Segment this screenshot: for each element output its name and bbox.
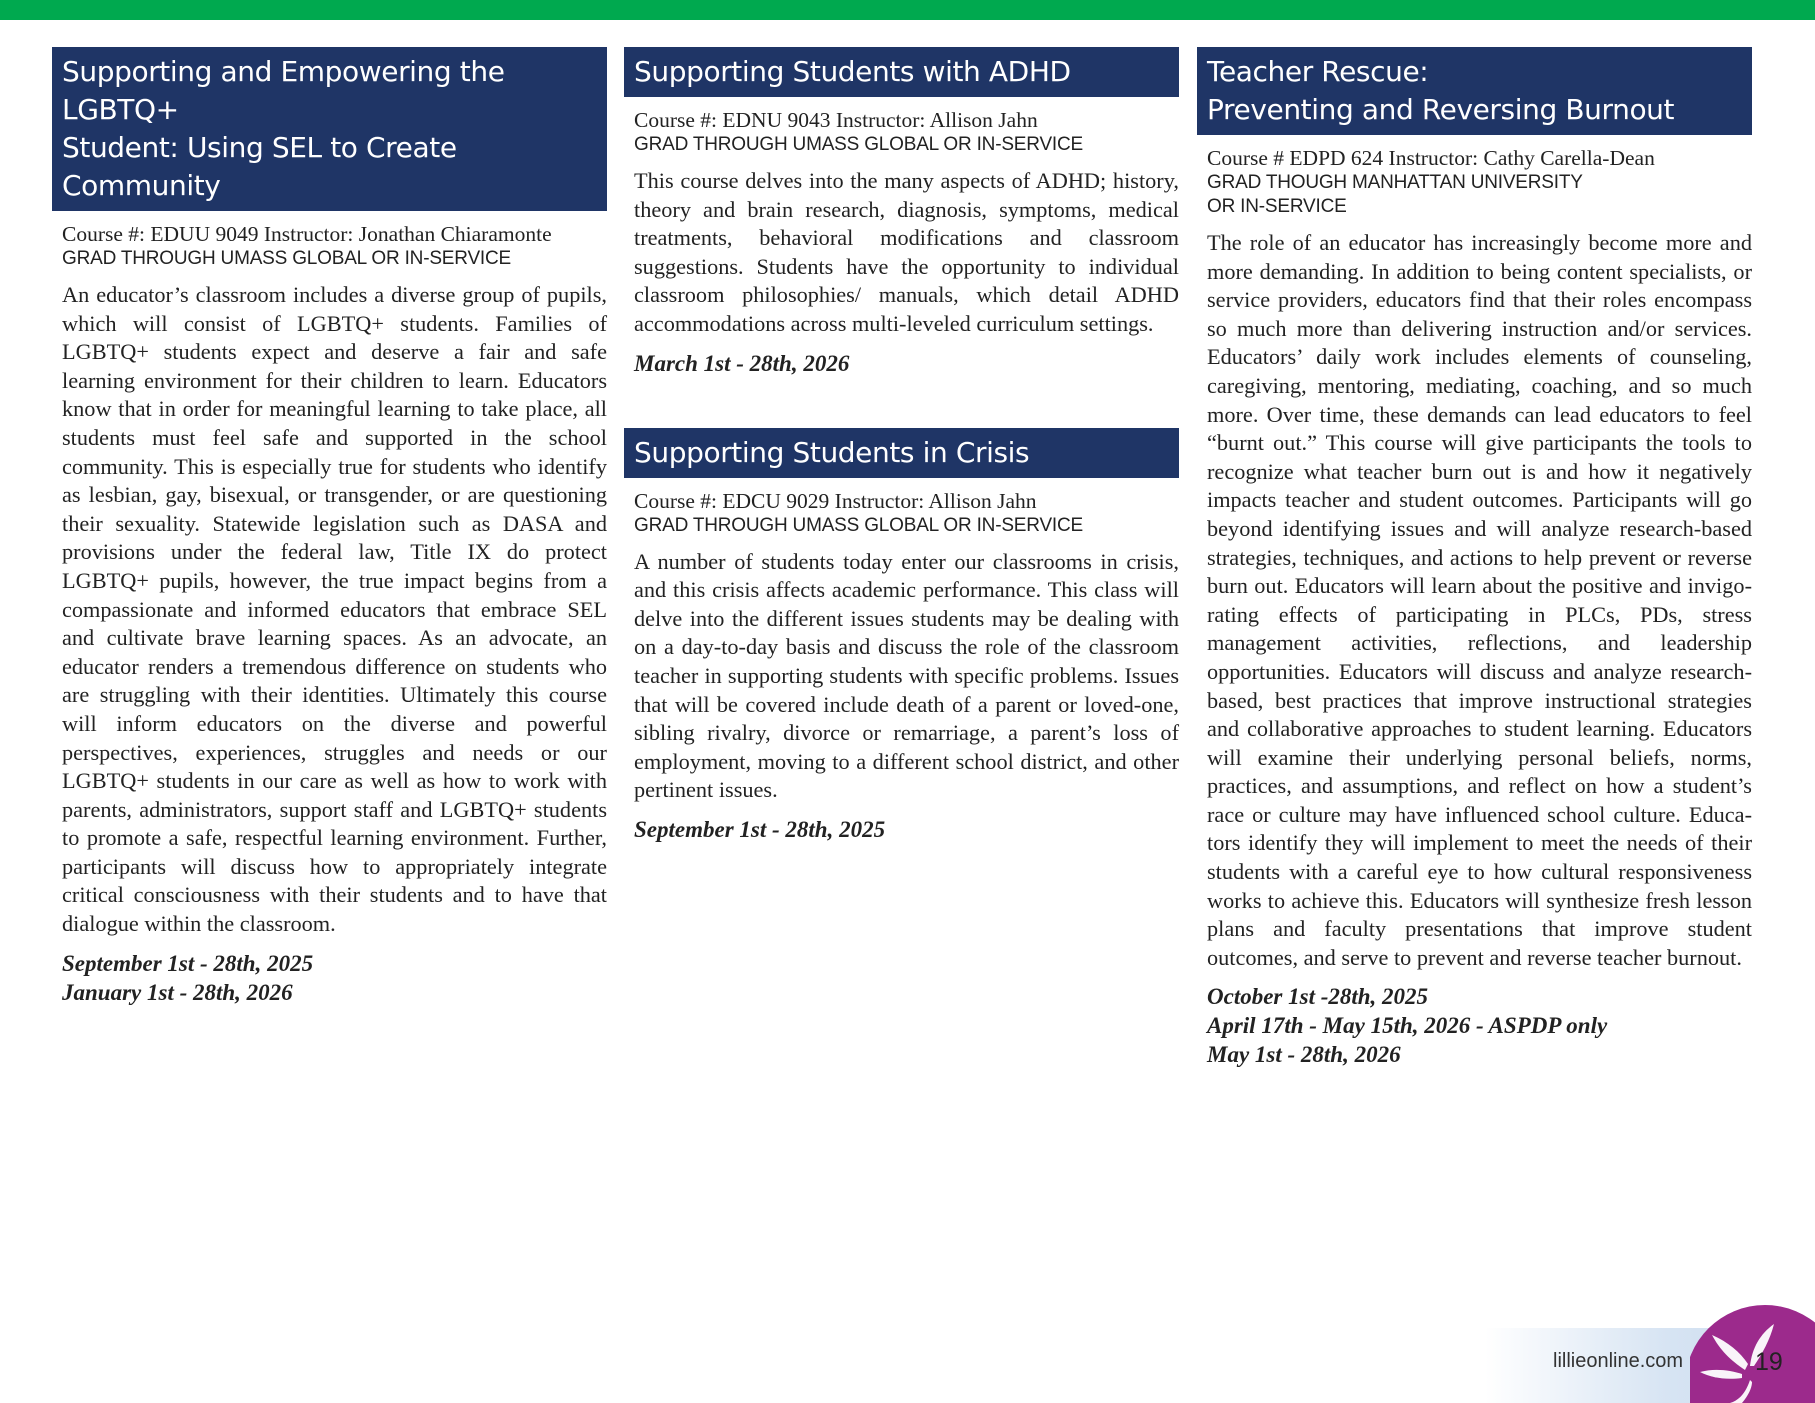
course-credit-option: GRAD THROUGH UMASS GLOBAL OR IN-SERVICE xyxy=(634,134,1083,155)
course-crisis xyxy=(624,428,1179,844)
course-description: A number of students today enter our classrooms in crisis, and this crisis affects academic performance. This class will delve into the different issues students may be dealing with on a day-to-day basis and discuss the role of the classroom teacher in supporting students with specific problems. Issues that will be covered include death of a parent or loved-one, sibling rivalry, divorce or remarriage, a parent’s loss of employment, moving to a different school district, and other pertinent issues. xyxy=(634,548,1179,803)
course-dates xyxy=(624,349,1179,378)
course-date: April 17th - May 15th, 2026 - ASPDP only xyxy=(1207,1013,1608,1039)
course-title xyxy=(1197,47,1752,135)
course-credit-option: GRAD THROUGH UMASS GLOBAL OR IN-SERVICE xyxy=(634,514,1083,536)
course-date: September 1st - 28th, 2025 xyxy=(62,950,314,976)
course-title-line: Supporting Students with ADHD xyxy=(634,55,1071,88)
course-credit-option: GRAD THROUGH UMASS GLOBAL OR IN-SERVICE xyxy=(62,248,511,269)
column-right xyxy=(1197,47,1752,1069)
course-dates xyxy=(624,815,1179,844)
top-accent-bar xyxy=(0,0,1815,20)
course-lgbtq xyxy=(52,47,607,1007)
course-title-line: Preventing and Reversing Burnout xyxy=(1207,93,1675,126)
course-date: September 1st - 28th, 2025 xyxy=(634,816,886,842)
course-date: October 1st -28th, 2025 xyxy=(1207,984,1429,1010)
course-credit-option: OR IN-SERVICE xyxy=(1207,196,1347,217)
course-description: This course delves into the many aspects of ADHD; history, theory and brain research, diagnosis, symptoms, medical treatments, behavioral modifications and classroom suggestions. Students have the opportunity to individual classroom philosophies/ manuals, which detail ADHD accommodations across multi-leveled curriculum settings. xyxy=(634,168,1179,336)
column-left xyxy=(52,47,607,1007)
course-meta: Course #: EDCU 9029 Instructor: Allison Jahn xyxy=(634,488,1037,513)
course-description: An educator’s classroom includes a diverse group of pupils, which will consist of LGBTQ+ students. Families of LGBTQ+ students expect and deserve a fair and safe learning environment for their children to learn. Educators know that in order for meaningful learning to take place, all students must feel safe and supported in the school community. This is especially true for students who identify as lesbian, gay, bisexual, or transgender, or are questioning their sexuality. Statewide legislation such as DASA and provisions under the federal law, Title IX do protect LGBTQ+ pupils, however, the true impact begins from a compassionate and informed educators that embrace SEL and cultivate brave learning spaces. As an advocate, an educator renders a tremendous difference on students who are struggling with their identities. Ultimately this course will inform educators on the diverse and powerful perspectives, experiences, struggles and needs or our LGBTQ+ students in our care as well as how to work with parents, administrators, support staff and LGBTQ+ students to promote a safe, respectful learning environment. Further, participants will discuss how to appropriately integrate critical consciousness with their students and to have that dialogue within the classroom. xyxy=(62,282,607,937)
course-title-line: Teacher Rescue: xyxy=(1207,55,1429,88)
column-middle xyxy=(624,47,1179,844)
course-credit-option: GRAD THOUGH MANHATTAN UNIVERSITY xyxy=(1207,172,1583,193)
footer-website[interactable]: lillieonline.com xyxy=(1553,1350,1684,1372)
course-meta: Course # EDPD 624 Instructor: Cathy Carella-Dean xyxy=(1207,146,1655,170)
course-date: March 1st - 28th, 2026 xyxy=(634,350,850,376)
course-dates xyxy=(1197,982,1752,1069)
lily-flower-icon xyxy=(1690,1300,1815,1403)
course-meta: Course #: EDNU 9043 Instructor: Allison Jahn xyxy=(634,108,1038,132)
course-title-line: Supporting and Empowering the LGBTQ+ xyxy=(62,55,505,126)
course-dates xyxy=(52,949,607,1007)
course-title xyxy=(624,47,1179,97)
course-adhd xyxy=(624,47,1179,378)
course-date: January 1st - 28th, 2026 xyxy=(62,979,293,1005)
course-title xyxy=(52,47,607,211)
course-meta: Course #: EDUU 9049 Instructor: Jonathan Chiaramonte xyxy=(62,222,552,246)
course-title xyxy=(624,428,1179,478)
course-title-line: Supporting Students in Crisis xyxy=(634,435,1030,469)
page-number: 19 xyxy=(1755,1348,1783,1376)
course-title-line: Student: Using SEL to Create Community xyxy=(62,131,457,202)
course-teacher-rescue xyxy=(1197,47,1752,1069)
course-date: May 1st - 28th, 2026 xyxy=(1207,1042,1401,1068)
course-description: The role of an educator has increasingly become more and more demanding. In addition to being content specialists, or service providers, educators find that their roles encompass so much more than delivering instruction and/or services. Educators’ daily work includes elements of counseling, caregiving, mentoring, mediating, coaching, and so much more. Over time, these demands can lead educators to feel “burnt out.” This course will give participants the tools to recognize what teacher burn out is and how it negatively impacts teacher and student outcomes. Participants will go beyond identifying issues and will analyze research-based strategies, techniques, and actions to help prevent or reverse burn out. Educators will learn about the positive and invigorating effects of participating in PLCs, PDs, stress management activities, reflections, and leadership opportunities. Educators will discuss and analyze research-based, best practices that improve instructional strategies and collaborative approaches to student learning. Educators will examine their underlying personal beliefs, norms, practices, and assumptions, and reflect on how a student’s race or culture may have influenced school culture. Educators identify they will implement to meet the needs of their students with a careful eye to how cultural responsiveness works to achieve this. Educators will synthesize fresh lesson plans and faculty presentations that improve student outcomes, and serve to prevent and reverse teacher burnout. xyxy=(1207,230,1752,970)
